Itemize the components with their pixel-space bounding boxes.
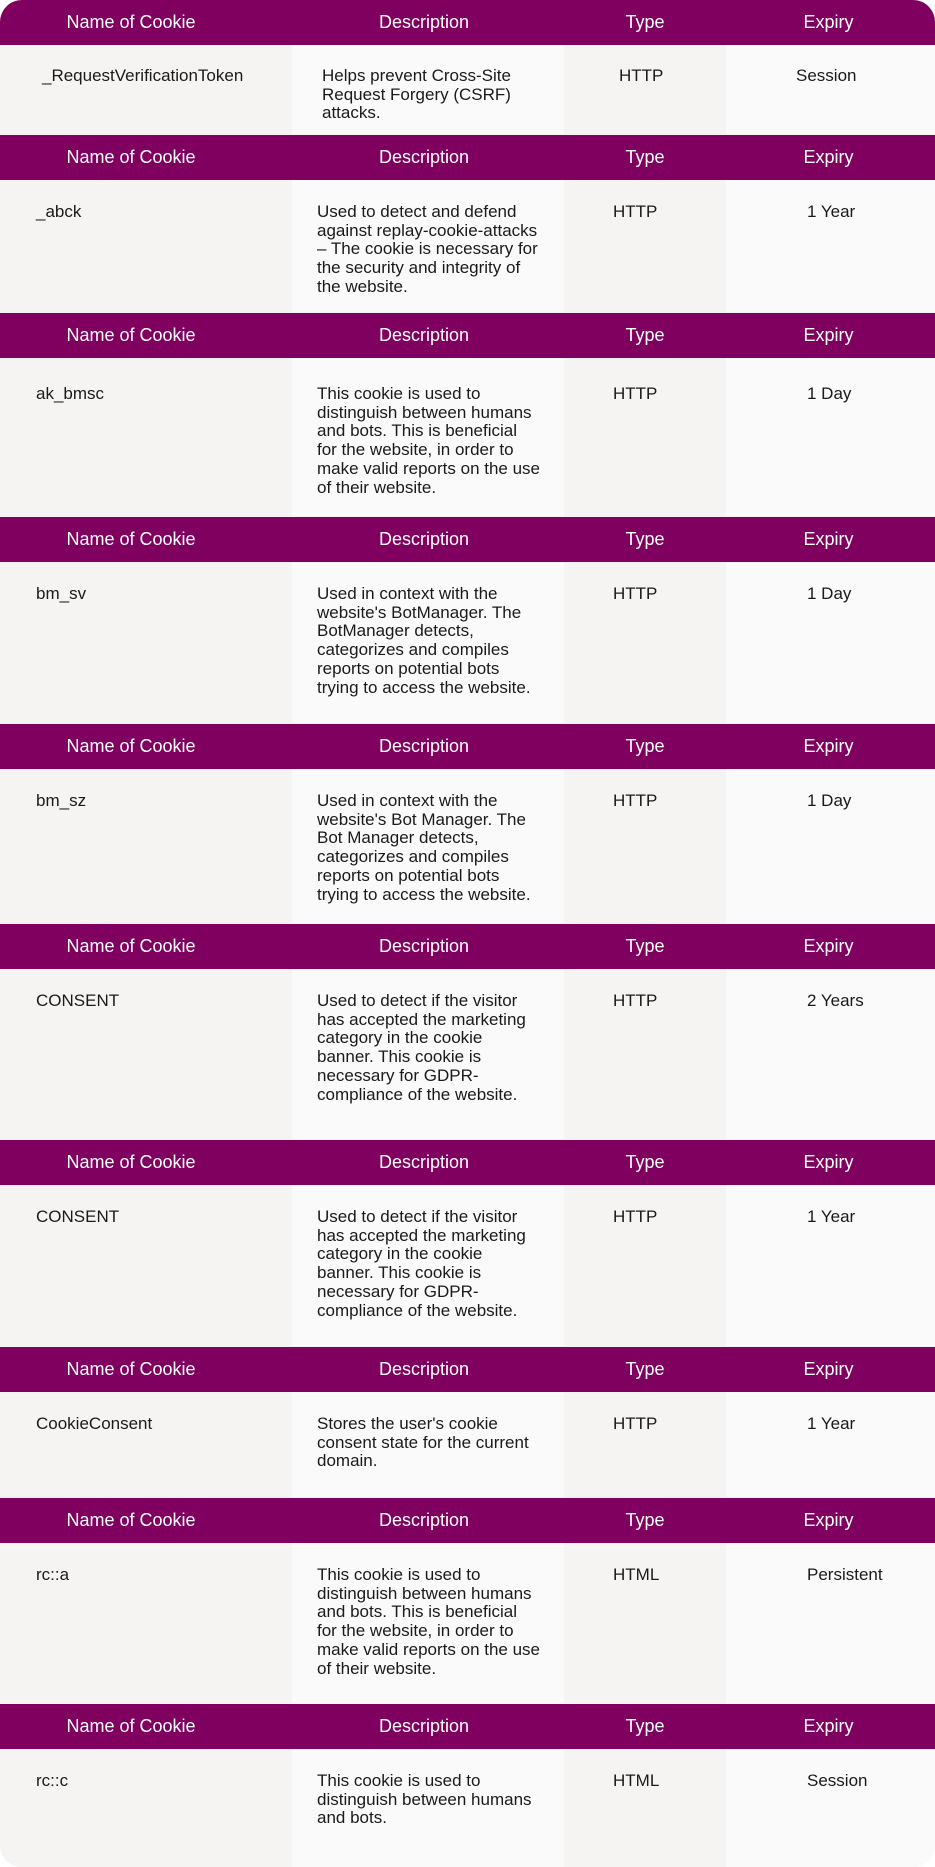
cookie-description-cell bbox=[292, 358, 564, 516]
table-header-row bbox=[0, 0, 935, 45]
header-expiry: Expiry bbox=[803, 1152, 854, 1172]
header-expiry: Expiry bbox=[803, 736, 854, 756]
cookie-expiry: 1 Year bbox=[807, 1414, 856, 1433]
header-description: Description bbox=[378, 736, 470, 756]
cookie-name-cell bbox=[0, 769, 292, 923]
header-expiry: Expiry bbox=[803, 1510, 854, 1530]
cookie-description: Helps prevent Cross-Site Request Forgery (CSRF) attacks. bbox=[322, 66, 511, 123]
table-row bbox=[0, 562, 935, 723]
table-row bbox=[0, 180, 935, 312]
cookie-expiry-cell bbox=[726, 1543, 935, 1703]
header-type: Type bbox=[625, 147, 665, 167]
cookie-name-cell bbox=[0, 1749, 292, 1867]
cookie-expiry: 1 Day bbox=[807, 584, 852, 603]
cookie-name: CONSENT bbox=[36, 991, 120, 1010]
cookie-name: rc::a bbox=[36, 1565, 70, 1584]
header-type: Type bbox=[625, 736, 665, 756]
cookie-type-cell bbox=[564, 562, 726, 723]
cookie-name-cell bbox=[0, 562, 292, 723]
table-row bbox=[0, 1392, 935, 1497]
cookie-expiry: 1 Year bbox=[807, 202, 856, 221]
cookie-name-cell bbox=[0, 1392, 292, 1497]
header-description: Description bbox=[378, 1510, 470, 1530]
cookie-description: This cookie is used to distinguish between humans and bots. bbox=[317, 1771, 532, 1828]
cookie-expiry: 2 Years bbox=[807, 991, 864, 1010]
table-header-row bbox=[0, 724, 935, 769]
cookie-description-cell bbox=[292, 1543, 564, 1703]
cookie-expiry-cell bbox=[726, 1749, 935, 1867]
cookie-description-cell bbox=[292, 769, 564, 923]
cookie-type-cell bbox=[564, 180, 726, 312]
cookie-type-cell bbox=[564, 1749, 726, 1867]
cookie-expiry: 1 Day bbox=[807, 384, 852, 403]
cookie-description: Used in context with the website's Bot Manager. The Bot Manager detects, categorizes and compiles reports on potential bots trying to access the website. bbox=[317, 791, 531, 904]
cookie-description-cell bbox=[292, 969, 564, 1139]
cookie-name-cell bbox=[0, 969, 292, 1139]
cookie-description: Used to detect if the visitor has accepted the marketing category in the cookie banner. This cookie is necessary for GDPR-compliance of the website. bbox=[317, 991, 526, 1104]
table-header-row bbox=[0, 313, 935, 358]
cookie-expiry: Persistent bbox=[807, 1565, 883, 1584]
cookie-expiry-cell bbox=[726, 358, 935, 516]
header-expiry: Expiry bbox=[803, 1359, 854, 1379]
header-description: Description bbox=[378, 325, 470, 345]
header-description: Description bbox=[378, 529, 470, 549]
cookie-description: Used to detect and defend against replay-cookie-attacks – The cookie is necessary for the security and integrity of the website. bbox=[317, 202, 538, 296]
cookie-type: HTTP bbox=[613, 1414, 658, 1433]
cookie-type: HTML bbox=[613, 1771, 660, 1790]
cookie-name: CookieConsent bbox=[36, 1414, 153, 1433]
cookie-name: rc::c bbox=[36, 1771, 69, 1790]
cookie-expiry-cell bbox=[726, 562, 935, 723]
header-name-of-cookie: Name of Cookie bbox=[66, 1510, 196, 1530]
cookie-type-cell bbox=[564, 1185, 726, 1346]
cookie-expiry-cell bbox=[726, 180, 935, 312]
header-type: Type bbox=[625, 529, 665, 549]
header-description: Description bbox=[378, 936, 470, 956]
cookie-expiry: Session bbox=[807, 1771, 868, 1790]
header-expiry: Expiry bbox=[803, 529, 854, 549]
cookie-expiry-cell bbox=[726, 769, 935, 923]
table-row bbox=[0, 1749, 935, 1867]
cookie-type-cell bbox=[564, 969, 726, 1139]
header-name-of-cookie: Name of Cookie bbox=[66, 936, 196, 956]
cookie-expiry-cell bbox=[726, 1392, 935, 1497]
header-name-of-cookie: Name of Cookie bbox=[66, 12, 196, 32]
cookie-description: This cookie is used to distinguish between humans and bots. This is beneficial for the website, in order to make valid reports on the use of their website. bbox=[317, 1565, 541, 1678]
cookie-name: bm_sz bbox=[36, 791, 87, 810]
cookie-name: _RequestVerificationToken bbox=[42, 66, 244, 85]
table-row bbox=[0, 358, 935, 516]
table-header-row bbox=[0, 517, 935, 562]
cookie-name-cell bbox=[0, 180, 292, 312]
cookie-description: Used in context with the website's BotManager. The BotManager detects, categorizes and compiles reports on potential bots trying to access the website. bbox=[317, 584, 531, 697]
table-row bbox=[0, 1543, 935, 1703]
header-type: Type bbox=[625, 12, 665, 32]
cookie-type: HTTP bbox=[613, 991, 658, 1010]
cookie-name-cell bbox=[0, 1185, 292, 1346]
cookie-type: HTTP bbox=[613, 791, 658, 810]
header-expiry: Expiry bbox=[803, 936, 854, 956]
header-description: Description bbox=[378, 1152, 470, 1172]
header-name-of-cookie: Name of Cookie bbox=[66, 1359, 196, 1379]
cookie-name: CONSENT bbox=[36, 1207, 120, 1226]
header-expiry: Expiry bbox=[803, 325, 854, 345]
header-name-of-cookie: Name of Cookie bbox=[66, 736, 196, 756]
cookie-type: HTTP bbox=[613, 584, 658, 603]
cookie-description-cell bbox=[292, 1185, 564, 1346]
cookie-expiry: 1 Year bbox=[807, 1207, 856, 1226]
cookie-type-cell bbox=[564, 358, 726, 516]
cookie-description-cell bbox=[292, 45, 564, 134]
header-name-of-cookie: Name of Cookie bbox=[66, 1152, 196, 1172]
cookie-type: HTTP bbox=[619, 66, 664, 85]
table-header-row bbox=[0, 924, 935, 969]
cookie-description-cell bbox=[292, 562, 564, 723]
header-name-of-cookie: Name of Cookie bbox=[66, 529, 196, 549]
header-type: Type bbox=[625, 1510, 665, 1530]
cookie-type-cell bbox=[564, 1392, 726, 1497]
header-name-of-cookie: Name of Cookie bbox=[66, 147, 196, 167]
cookie-name-cell bbox=[0, 358, 292, 516]
cookie-type-cell bbox=[564, 1543, 726, 1703]
cookie-expiry: Session bbox=[796, 66, 857, 85]
cookie-type: HTTP bbox=[613, 384, 658, 403]
header-description: Description bbox=[378, 147, 470, 167]
cookie-expiry-cell bbox=[726, 45, 935, 134]
cookie-expiry: 1 Day bbox=[807, 791, 852, 810]
header-expiry: Expiry bbox=[803, 1716, 854, 1736]
cookie-type: HTTP bbox=[613, 202, 658, 221]
cookie-name-cell bbox=[0, 1543, 292, 1703]
table-header-row bbox=[0, 1704, 935, 1749]
table-row bbox=[0, 969, 935, 1139]
table-header-row bbox=[0, 1347, 935, 1392]
cookie-expiry-cell bbox=[726, 1185, 935, 1346]
cookie-description: Stores the user's cookie consent state for the current domain. bbox=[317, 1414, 529, 1471]
header-type: Type bbox=[625, 325, 665, 345]
header-type: Type bbox=[625, 1716, 665, 1736]
table-row bbox=[0, 769, 935, 923]
cookie-description-cell bbox=[292, 1749, 564, 1867]
cookie-name: ak_bmsc bbox=[36, 384, 105, 403]
table-header-row bbox=[0, 1498, 935, 1543]
cookie-type-cell bbox=[564, 45, 726, 134]
cookie-type: HTML bbox=[613, 1565, 660, 1584]
header-type: Type bbox=[625, 936, 665, 956]
header-description: Description bbox=[378, 12, 470, 32]
cookie-description-cell bbox=[292, 180, 564, 312]
header-name-of-cookie: Name of Cookie bbox=[66, 1716, 196, 1736]
cookie-expiry-cell bbox=[726, 969, 935, 1139]
cookie-name-cell bbox=[0, 45, 292, 134]
cookie-description-cell bbox=[292, 1392, 564, 1497]
header-expiry: Expiry bbox=[803, 147, 854, 167]
cookie-type: HTTP bbox=[613, 1207, 658, 1226]
cookie-type-cell bbox=[564, 769, 726, 923]
cookie-name: bm_sv bbox=[36, 584, 87, 603]
table-row bbox=[0, 45, 935, 134]
header-type: Type bbox=[625, 1359, 665, 1379]
cookie-description: Used to detect if the visitor has accepted the marketing category in the cookie banner. This cookie is necessary for GDPR-compliance of the website. bbox=[317, 1207, 526, 1320]
header-type: Type bbox=[625, 1152, 665, 1172]
cookie-description: This cookie is used to distinguish between humans and bots. This is beneficial for the website, in order to make valid reports on the use of their website. bbox=[317, 384, 541, 497]
table-row bbox=[0, 1185, 935, 1346]
table-header-row bbox=[0, 135, 935, 180]
header-description: Description bbox=[378, 1359, 470, 1379]
header-expiry: Expiry bbox=[803, 12, 854, 32]
header-name-of-cookie: Name of Cookie bbox=[66, 325, 196, 345]
cookie-name: _abck bbox=[36, 202, 82, 221]
header-description: Description bbox=[378, 1716, 470, 1736]
table-header-row bbox=[0, 1140, 935, 1185]
